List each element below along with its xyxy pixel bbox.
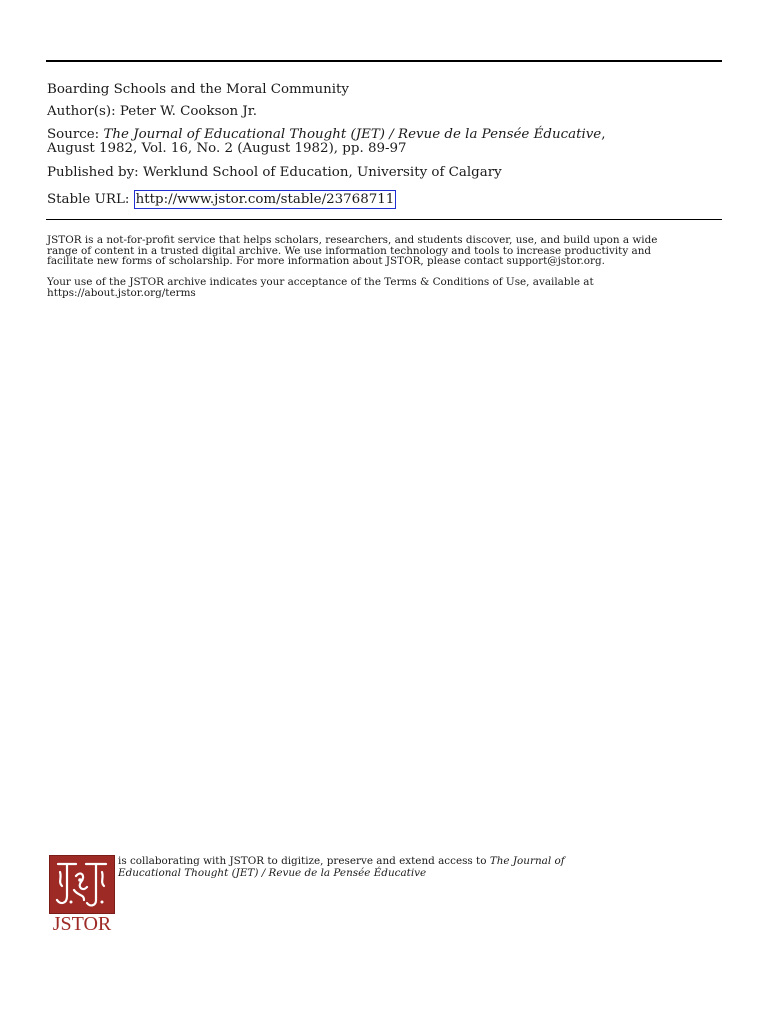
stable-url-link[interactable]: http://www.jstor.com/stable/23768711: [135, 192, 395, 207]
jstor-wordmark: JSTOR: [52, 913, 112, 935]
jstor-emblem-icon: [50, 856, 114, 913]
article-title: Boarding Schools and the Moral Community: [47, 82, 349, 97]
terms-link[interactable]: https://about.jstor.org/terms: [47, 286, 196, 299]
top-rule: [46, 60, 722, 62]
jstor-notice: JSTOR is a not-for-profit service that helps scholars, researchers, and students discover, use, and build upon a wide range of content in a trusted digital archive. We use information technology and tools to increase productivity and facilitate new forms of scholarship. For more information about JSTOR, please contact support@jstor.org.: [47, 234, 658, 268]
terms-notice: Your use of the JSTOR archive indicates your acceptance of the Terms & Conditions of Use, available at https://about.jstor.org/terms: [47, 277, 722, 298]
author-name: Peter W. Cookson Jr.: [119, 104, 257, 119]
journal-title: The Journal of Educational Thought (JET) / Revue de la Pensée Éducative: [103, 127, 602, 142]
source-line: Source: The Journal of Educational Thought (JET) / Revue de la Pensée Éducative,: [47, 127, 606, 142]
publisher-line: Published by: Werklund School of Education, University of Calgary: [47, 165, 502, 180]
jstor-logo: [49, 855, 115, 935]
collaboration-statement: is collaborating with JSTOR to digitize, preserve and extend access to The Journal of Educational Thought (JET) / Revue de la Pensée Éducative: [118, 855, 565, 879]
authors-line: Author(s): Peter W. Cookson Jr.: [47, 104, 257, 119]
separator-rule: [46, 219, 722, 220]
source-details: August 1982, Vol. 16, No. 2 (August 1982), pp. 89-97: [47, 141, 407, 156]
publisher-name: Werklund School of Education, University of Calgary: [142, 165, 502, 180]
jstor-logo-emblem: [49, 855, 115, 914]
stable-url-line: Stable URL: http://www.jstor.com/stable/23768711: [47, 192, 395, 207]
